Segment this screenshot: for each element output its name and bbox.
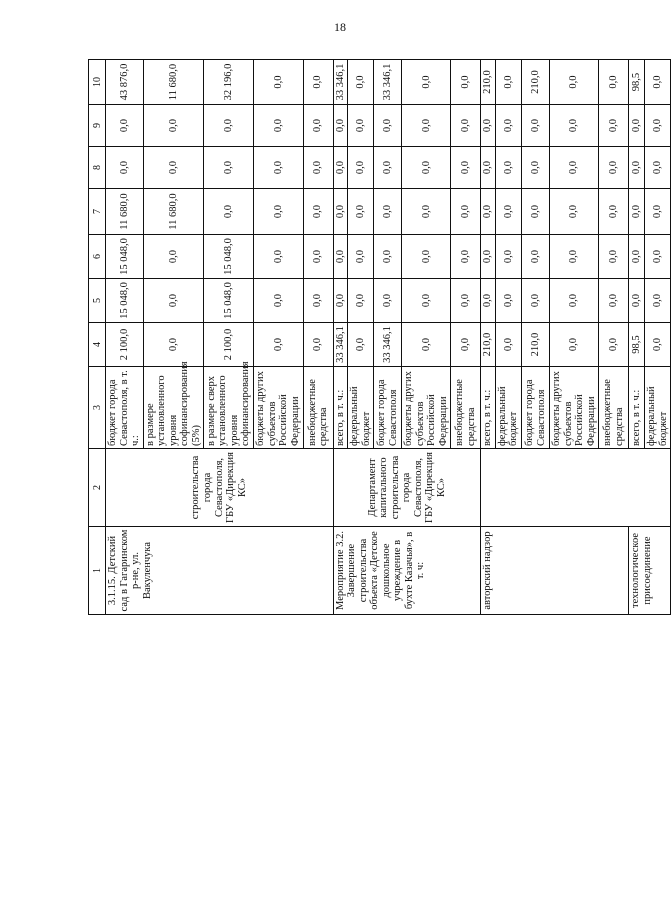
amount-cell: 0,0 — [333, 147, 348, 189]
amount-cell: 0,0 — [333, 235, 348, 279]
amount-cell: 2 100,0 — [204, 323, 254, 367]
amount-cell: 0,0 — [451, 105, 481, 147]
amount-cell: 0,0 — [550, 189, 599, 235]
page-number: 18 — [334, 20, 346, 34]
amount-cell: 0,0 — [481, 235, 496, 279]
amount-cell: 0,0 — [550, 105, 599, 147]
amount-cell: 0,0 — [550, 147, 599, 189]
amount-cell: 0,0 — [348, 147, 374, 189]
amount-cell: 210,0 — [481, 60, 496, 105]
column-number-header: 3 — [89, 367, 106, 449]
amount-cell: 0,0 — [374, 235, 402, 279]
amount-cell: 11 680,0 — [143, 60, 204, 105]
amount-cell: 33 346,1 — [374, 323, 402, 367]
amount-cell: 0,0 — [374, 105, 402, 147]
table-row — [333, 60, 348, 615]
amount-cell: 33 346,1 — [333, 60, 348, 105]
table-row — [629, 60, 645, 615]
amount-cell: 0,0 — [333, 189, 348, 235]
amount-cell: 0,0 — [599, 189, 629, 235]
amount-cell: 32 196,0 — [204, 60, 254, 105]
column-number-header: 6 — [89, 235, 106, 279]
amount-cell: 0,0 — [451, 323, 481, 367]
amount-cell: 2 100,0 — [106, 323, 144, 367]
funding-source-cell: внебюджетные средства — [599, 367, 629, 449]
funding-source-cell: бюджет города Севастополя — [374, 367, 402, 449]
amount-cell: 0,0 — [495, 189, 521, 235]
amount-cell: 0,0 — [645, 235, 671, 279]
amount-cell: 0,0 — [645, 323, 671, 367]
amount-cell: 0,0 — [522, 189, 550, 235]
funding-source-cell: внебюджетные средства — [303, 367, 333, 449]
funding-source-cell: внебюджетные средства — [451, 367, 481, 449]
amount-cell: 0,0 — [599, 60, 629, 105]
amount-cell: 0,0 — [522, 105, 550, 147]
amount-cell: 15 048,0 — [204, 279, 254, 323]
amount-cell: 0,0 — [303, 279, 333, 323]
column-number-header: 10 — [89, 60, 106, 105]
amount-cell: 0,0 — [599, 279, 629, 323]
amount-cell: 0,0 — [629, 105, 645, 147]
amount-cell: 0,0 — [481, 105, 496, 147]
amount-cell: 0,0 — [481, 279, 496, 323]
header-row — [89, 60, 106, 615]
amount-cell: 0,0 — [645, 189, 671, 235]
amount-cell: 0,0 — [402, 147, 451, 189]
column-number-header: 7 — [89, 189, 106, 235]
amount-cell: 0,0 — [348, 323, 374, 367]
activity-name-cell: 3.1.15. Детский сад в Гагаринском р-не, ул. Вакуленчука — [106, 527, 334, 615]
amount-cell: 0,0 — [254, 235, 303, 279]
amount-cell: 0,0 — [374, 189, 402, 235]
funding-source-cell: бюджеты других субъектов Российской Федерации — [402, 367, 451, 449]
amount-cell: 0,0 — [348, 235, 374, 279]
amount-cell: 0,0 — [645, 147, 671, 189]
amount-cell: 0,0 — [550, 235, 599, 279]
activity-name-cell: Мероприятие 3.2. Завершение строительства объекта «Детское дошкольное учреждение в бухте Казачья», в т. ч: — [333, 527, 481, 615]
amount-cell: 0,0 — [143, 105, 204, 147]
funding-source-cell: бюджеты других субъектов Российской Федерации — [550, 367, 599, 449]
amount-cell: 0,0 — [402, 235, 451, 279]
amount-cell: 0,0 — [143, 235, 204, 279]
amount-cell: 0,0 — [143, 279, 204, 323]
amount-cell: 0,0 — [254, 105, 303, 147]
activity-name-cell: авторский надзор — [481, 527, 629, 615]
amount-cell: 0,0 — [550, 323, 599, 367]
executor-cell: Департамент капитального строительства города Севастополя, ГБУ «Дирекция КС» — [333, 449, 481, 527]
amount-cell: 0,0 — [495, 105, 521, 147]
amount-cell: 0,0 — [550, 60, 599, 105]
amount-cell: 0,0 — [374, 147, 402, 189]
amount-cell: 0,0 — [451, 60, 481, 105]
funding-source-cell: бюджеты других субъектов Российской Федерации — [254, 367, 303, 449]
amount-cell: 0,0 — [254, 189, 303, 235]
amount-cell: 0,0 — [522, 235, 550, 279]
funding-source-cell: всего, в т. ч.: — [481, 367, 496, 449]
amount-cell: 0,0 — [451, 235, 481, 279]
amount-cell: 0,0 — [254, 323, 303, 367]
amount-cell: 0,0 — [550, 279, 599, 323]
activity-name-cell: технологическое присоединение — [629, 527, 671, 615]
amount-cell: 0,0 — [451, 189, 481, 235]
amount-cell: 0,0 — [495, 147, 521, 189]
amount-cell: 0,0 — [303, 323, 333, 367]
amount-cell: 0,0 — [629, 279, 645, 323]
amount-cell: 15 048,0 — [204, 235, 254, 279]
column-number-header: 4 — [89, 323, 106, 367]
amount-cell: 0,0 — [348, 279, 374, 323]
executor-cell — [481, 449, 671, 527]
amount-cell: 0,0 — [599, 235, 629, 279]
amount-cell: 0,0 — [303, 60, 333, 105]
amount-cell: 0,0 — [629, 189, 645, 235]
funding-source-cell: в размере сверх установленного уровня софинансирования — [204, 367, 254, 449]
amount-cell: 0,0 — [348, 60, 374, 105]
column-number-header: 8 — [89, 147, 106, 189]
amount-cell: 11 680,0 — [143, 189, 204, 235]
amount-cell: 0,0 — [495, 279, 521, 323]
funding-source-cell: федеральный бюджет — [495, 367, 521, 449]
amount-cell: 0,0 — [495, 323, 521, 367]
amount-cell: 0,0 — [303, 105, 333, 147]
amount-cell: 0,0 — [402, 323, 451, 367]
amount-cell: 0,0 — [254, 60, 303, 105]
amount-cell: 33 346,1 — [333, 323, 348, 367]
column-number-header: 9 — [89, 105, 106, 147]
amount-cell: 0,0 — [645, 279, 671, 323]
amount-cell: 98,5 — [629, 60, 645, 105]
amount-cell: 0,0 — [204, 189, 254, 235]
amount-cell: 0,0 — [348, 105, 374, 147]
amount-cell: 15 048,0 — [106, 235, 144, 279]
amount-cell: 0,0 — [599, 105, 629, 147]
amount-cell: 0,0 — [204, 105, 254, 147]
amount-cell: 43 876,0 — [106, 60, 144, 105]
amount-cell: 210,0 — [522, 323, 550, 367]
amount-cell: 0,0 — [303, 189, 333, 235]
amount-cell: 0,0 — [522, 147, 550, 189]
amount-cell: 0,0 — [106, 105, 144, 147]
amount-cell: 11 680,0 — [106, 189, 144, 235]
funding-source-cell: федеральный бюджет — [645, 367, 671, 449]
amount-cell: 0,0 — [143, 323, 204, 367]
amount-cell: 0,0 — [402, 189, 451, 235]
amount-cell: 0,0 — [333, 105, 348, 147]
amount-cell: 0,0 — [204, 147, 254, 189]
amount-cell: 210,0 — [481, 323, 496, 367]
amount-cell: 0,0 — [374, 279, 402, 323]
funding-source-cell: в размере установленного уровня софинансирования (5%) — [143, 367, 204, 449]
amount-cell: 0,0 — [522, 279, 550, 323]
column-number-header: 2 — [89, 449, 106, 527]
amount-cell: 33 346,1 — [374, 60, 402, 105]
funding-source-cell: всего, в т. ч.: — [629, 367, 645, 449]
funding-source-cell: всего, в т. ч.: — [333, 367, 348, 449]
column-number-header: 1 — [89, 527, 106, 615]
funding-source-cell: федеральный бюджет — [348, 367, 374, 449]
column-number-header: 5 — [89, 279, 106, 323]
funding-source-cell: бюджет города Севастополя — [522, 367, 550, 449]
amount-cell: 210,0 — [522, 60, 550, 105]
amount-cell: 0,0 — [481, 189, 496, 235]
table-row — [106, 60, 144, 615]
amount-cell: 0,0 — [481, 147, 496, 189]
amount-cell: 0,0 — [451, 279, 481, 323]
amount-cell: 0,0 — [495, 60, 521, 105]
rotated-table-frame — [88, 60, 669, 615]
amount-cell: 0,0 — [402, 60, 451, 105]
amount-cell: 0,0 — [629, 147, 645, 189]
funding-source-cell: бюджет города Севастополя, в т. ч.: — [106, 367, 144, 449]
amount-cell: 0,0 — [303, 147, 333, 189]
amount-cell: 0,0 — [645, 105, 671, 147]
amount-cell: 15 048,0 — [106, 279, 144, 323]
amount-cell: 0,0 — [599, 323, 629, 367]
amount-cell: 0,0 — [645, 60, 671, 105]
amount-cell: 0,0 — [599, 147, 629, 189]
amount-cell: 0,0 — [333, 279, 348, 323]
amount-cell: 0,0 — [303, 235, 333, 279]
table-row — [481, 60, 496, 615]
amount-cell: 0,0 — [629, 235, 645, 279]
budget-table — [88, 59, 671, 615]
amount-cell: 0,0 — [106, 147, 144, 189]
amount-cell: 0,0 — [451, 147, 481, 189]
executor-cell: строительства города Севастополя, ГБУ «Дирекция КС» — [106, 449, 334, 527]
amount-cell: 0,0 — [348, 189, 374, 235]
table-container — [88, 60, 669, 615]
amount-cell: 0,0 — [254, 279, 303, 323]
amount-cell: 98,5 — [629, 323, 645, 367]
amount-cell: 0,0 — [254, 147, 303, 189]
amount-cell: 0,0 — [402, 279, 451, 323]
amount-cell: 0,0 — [402, 105, 451, 147]
amount-cell: 0,0 — [143, 147, 204, 189]
amount-cell: 0,0 — [495, 235, 521, 279]
